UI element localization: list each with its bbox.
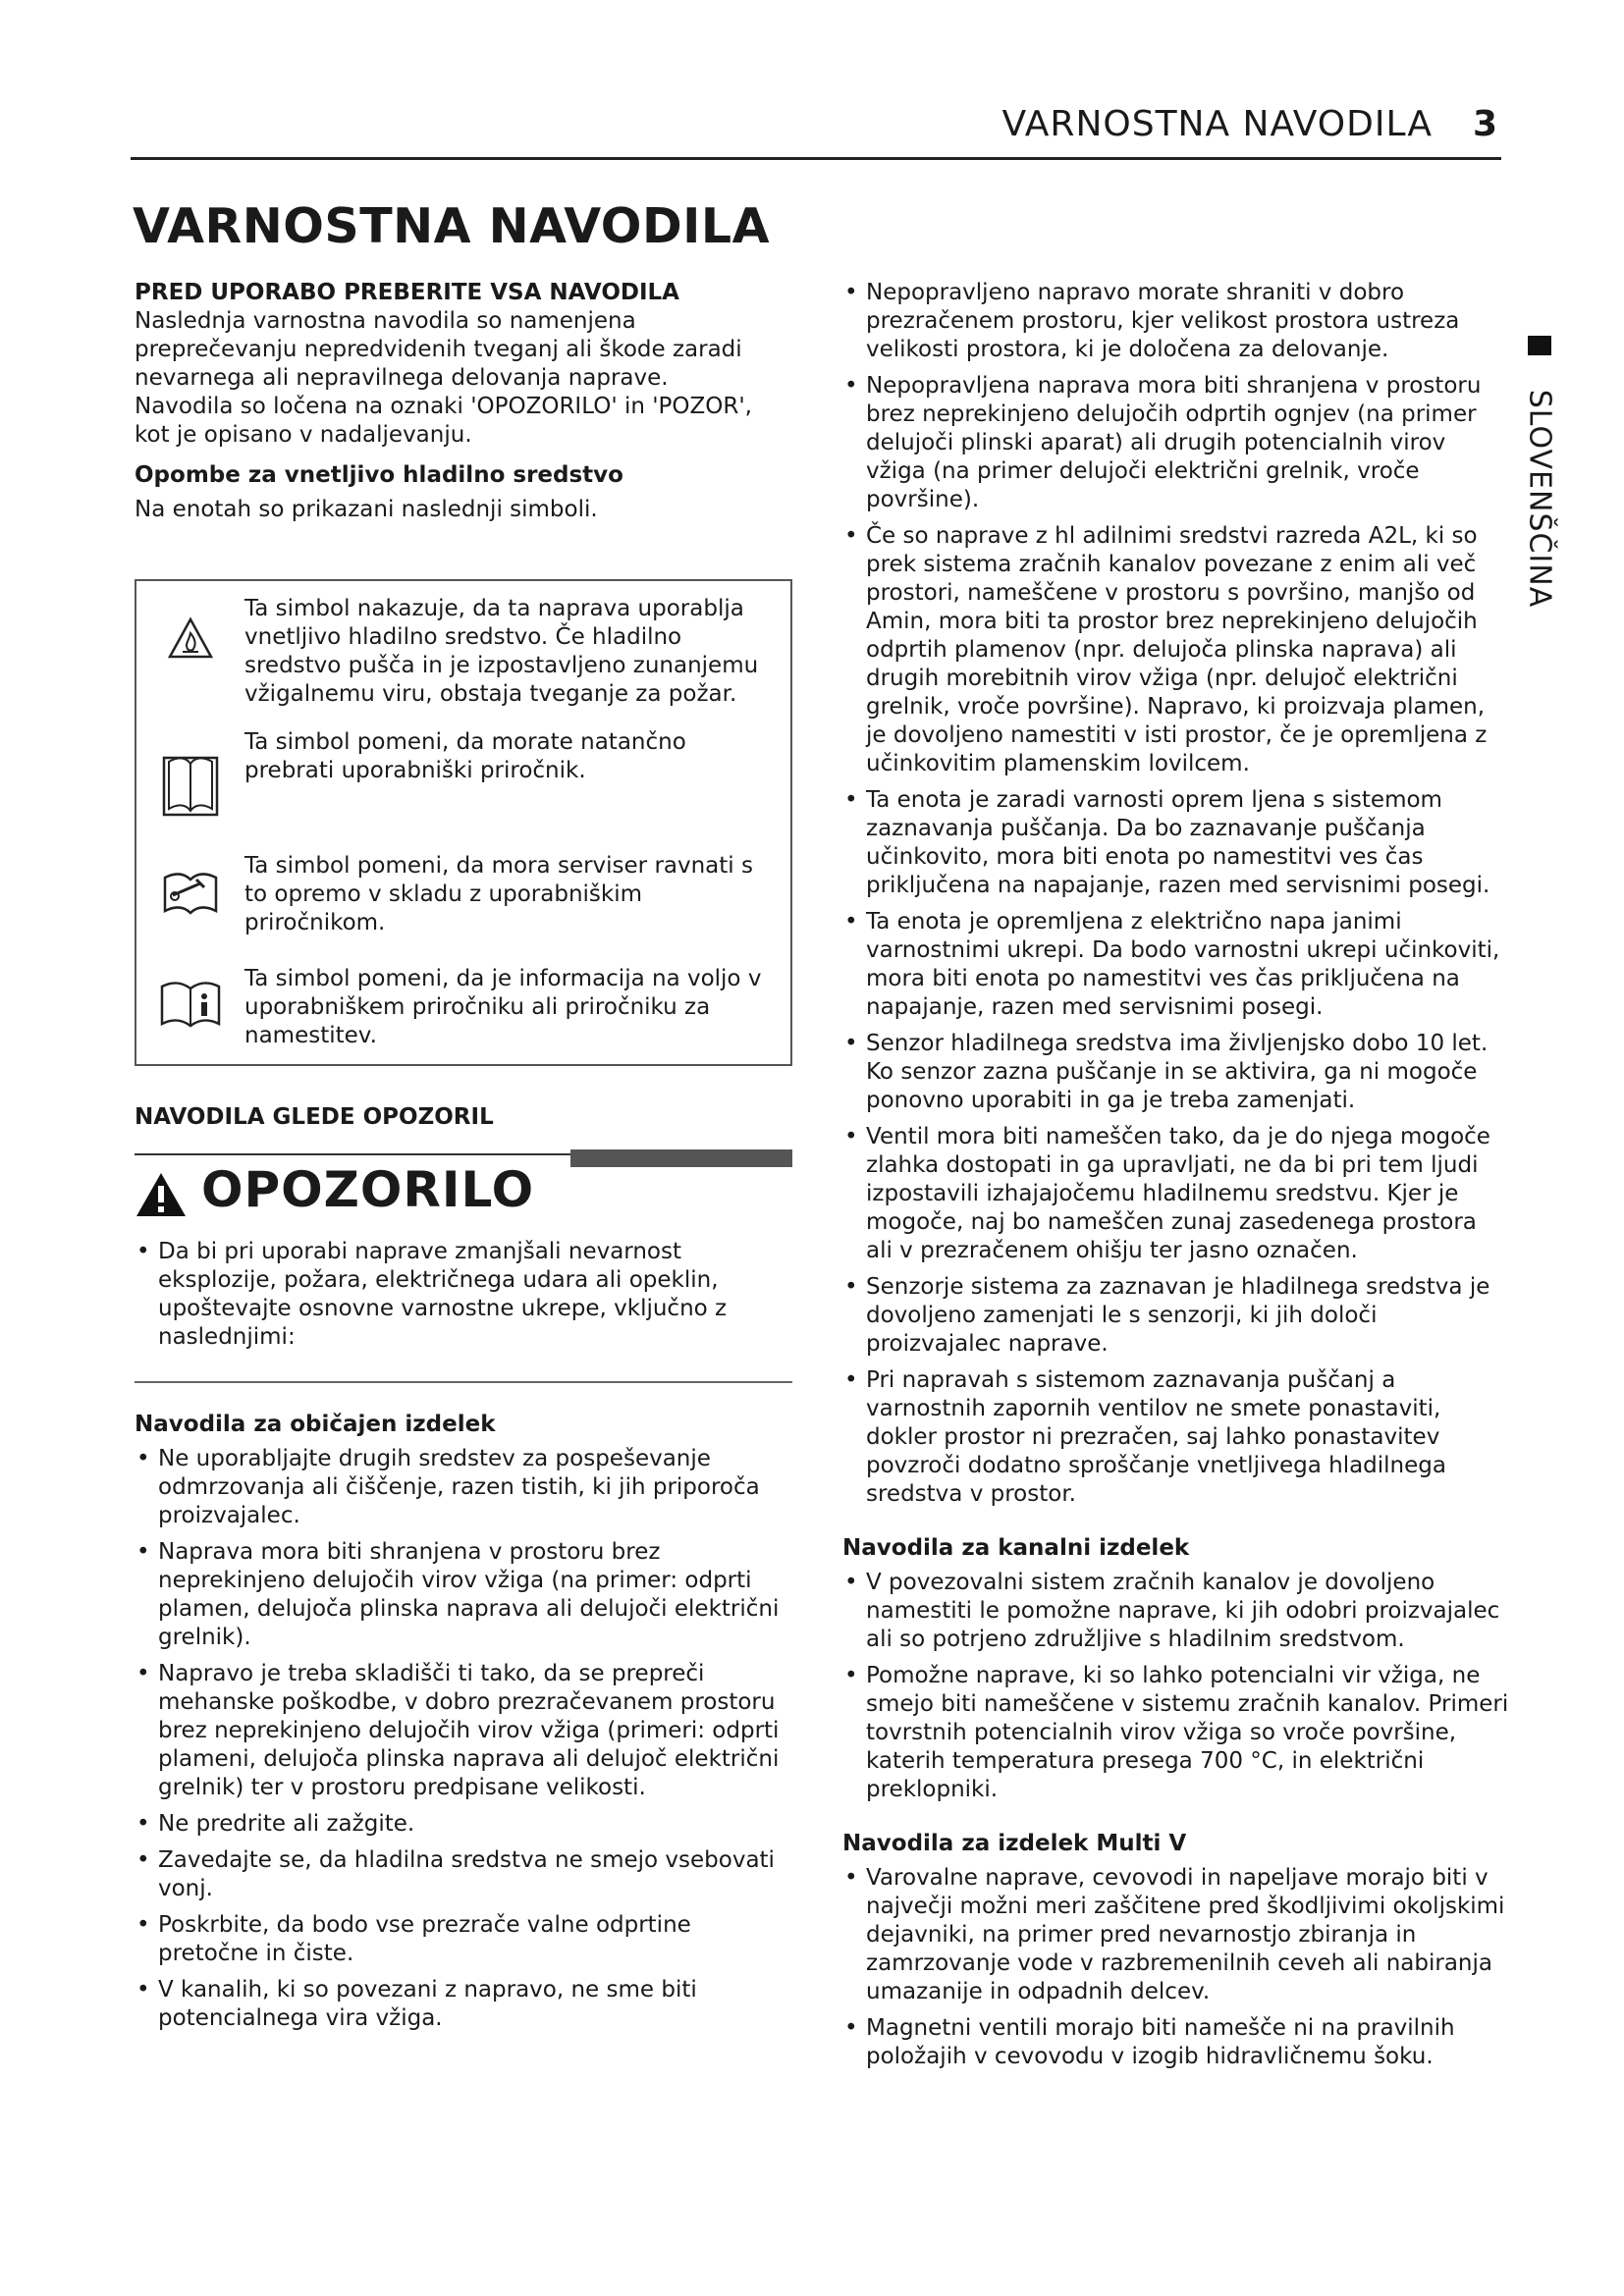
- page-header: [131, 100, 1501, 160]
- list-item: • Ta enota je zaradi varnosti oprem ljena s sistemom zaznavanja puščanja. Da bo zaznavanje puščanja učinkovito, mora biti enota po namestitvi ves čas priključena na napajanje, razen med servisnimi posegi.: [842, 786, 1510, 900]
- list-item: • Senzorje sistema za zaznavan je hladilnega sredstva je dovoljeno zamenjati le s senzorji, ki jih določi proizvajalec naprave.: [842, 1273, 1510, 1359]
- manual-book-icon: [161, 748, 220, 819]
- language-tab-marker: [1528, 336, 1551, 355]
- list-item: • Pomožne naprave, ki so lahko potencialni vir vžiga, ne smejo biti nameščene v sistemu zračnih kanalov. Primeri tovrstnih potencialnih virov vžiga so vroče površine, katerih temperatura presega 700 °C, in električni preklopniki.: [842, 1662, 1510, 1804]
- symbol-description: Ta simbol nakazuje, da ta naprava uporablja vnetljivo hladilno sredstvo. Če hladilno sredstvo pušča in je izpostavljeno zunanjemu vžigalnemu viru, obstaja tveganje za požar.: [244, 596, 759, 707]
- pre-use-paragraph-2: Navodila so ločena na oznaki 'OPOZORILO' in 'POZOR', kot je opisano v nadaljevanju.: [135, 394, 752, 448]
- warning-triangle-icon: [135, 1171, 188, 1218]
- list-item: • Da bi pri uporabi naprave zmanjšali nevarnost eksplozije, požara, električnega udara ali opeklin, upoštevajte osnovne varnostne ukrepe, vključno z naslednjimi:: [135, 1238, 792, 1352]
- warnings-section-title: NAVODILA GLEDE OPOZORIL: [135, 1104, 494, 1130]
- symbol-legend-box: [135, 579, 792, 1066]
- list-item: • Ne uporabljajte drugih sredstev za pospeševanje odmrzovanja ali čiščenje, razen tistih, ki jih priporoča proizvajalec.: [135, 1445, 792, 1530]
- duct-product-title: Navodila za kanalni izdelek: [842, 1535, 1190, 1561]
- warning-intro-list: [135, 1238, 792, 1352]
- list-item: • Poskrbite, da bodo vse prezrače valne odprtine pretočne in čiste.: [135, 1911, 792, 1968]
- general-safety-list: [842, 279, 1510, 1509]
- page-number: 3: [1472, 104, 1497, 144]
- warning-label: OPOZORILO: [201, 1160, 535, 1218]
- symbol-row: [136, 595, 790, 709]
- right-column: [842, 279, 1510, 2071]
- pre-use-paragraph-1: Naslednja varnostna navodila so namenjena preprečevanju nepredvidenih tveganj ali škode zaradi nevarnega ali nepravilnega delovanja naprave.: [135, 308, 742, 391]
- page-title: VARNOSTNA NAVODILA: [133, 198, 770, 254]
- symbol-description: Ta simbol pomeni, da je informacija na voljo v uporabniškem priročniku ali priročniku za namestitev.: [244, 966, 762, 1048]
- flammable-warning-icon: [167, 616, 214, 660]
- list-item: • V kanalih, ki so povezani z napravo, ne sme biti potencialnega vira vžiga.: [135, 1976, 792, 2033]
- header-title: VARNOSTNA NAVODILA: [1001, 104, 1433, 144]
- list-item: • Če so naprave z hl adilnimi sredstvi razreda A2L, ki so prek sistema zračnih kanalov povezane z enim ali več prostori, nameščene v prostoru s površino, manjšo od Amin, mora biti ta prostor brez neprekinjeno delujočih odprtih plamenov (npr. delujoča plinska naprava) ali drugih morebitnih virov vžiga (npr. delujoč električni grelnik, vroče površine). Napravo, ki proizvaja plamen, je dovoljeno namestiti v isti prostor, če je opremljena z učinkovitim plamenskim lovilcem.: [842, 522, 1510, 778]
- multiv-product-title: Navodila za izdelek Multi V: [842, 1831, 1187, 1856]
- symbol-description: Ta simbol pomeni, da morate natančno prebrati uporabniški priročnik.: [244, 729, 686, 783]
- warning-banner: [135, 1149, 792, 1228]
- symbol-row: [136, 852, 790, 937]
- list-item: • Varovalne naprave, cevovodi in napeljave morajo biti v največji možni meri zaščitene pred škodljivimi okoljskimi dejavniki, na primer pred nevarnostjo zbiranja in zamrzovanje vode v razbremenilnih ceveh ali nabiranja umazanije in odpadnih delcev.: [842, 1864, 1510, 2006]
- list-item: • Napravo je treba skladišči ti tako, da se prepreči mehanske poškodbe, v dobro prezračevanem prostoru brez neprekinjeno delujočih virov vžiga (primeri: odprti plameni, delujoča plinska naprava ali delujoč električni grelnik) ter v prostoru predpisane velikosti.: [135, 1660, 792, 1802]
- refrigerant-notes-text: Na enotah so prikazani naslednji simboli.: [135, 497, 598, 522]
- list-item: • Zavedajte se, da hladilna sredstva ne smejo vsebovati vonj.: [135, 1846, 792, 1903]
- ordinary-product-title: Navodila za običajen izdelek: [135, 1412, 496, 1437]
- list-item: • Nepopravljena naprava mora biti shranjena v prostoru brez neprekinjeno delujočih odprtih ognjev (na primer delujoči plinski aparat) ali drugih potencialnih virov vžiga (na primer delujoči električni grelnik, vroče površine).: [842, 372, 1510, 514]
- list-item: • Pri napravah s sistemom zaznavanja puščanj a varnostnih zapornih ventilov ne smete ponastaviti, dokler prostor ni prezračen, saj lahko ponastavitev povzroči dodatno sproščanje vnetljivega hladilnega sredstva v prostor.: [842, 1366, 1510, 1509]
- symbol-description: Ta simbol pomeni, da mora serviser ravnati s to opremo v skladu z uporabniškim priročnikom.: [244, 853, 753, 935]
- left-column: [135, 279, 792, 2033]
- list-item: • V povezovalni sistem zračnih kanalov je dovoljeno namestiti le pomožne naprave, ki jih odobri proizvajalec ali so potrjeno združljive s hladilnim sredstvom.: [842, 1569, 1510, 1654]
- list-item: • Ventil mora biti nameščen tako, da je do njega mogoče zlahka dostopati in ga upravljati, ne da bi pri tem ljudi izpostavili izhajajočemu hladilnemu sredstvu. Kjer je mogoče, naj bo nameščen zunaj zasedenega prostora ali v prezračenem ohišju ter jasno označen.: [842, 1123, 1510, 1265]
- symbol-row: [136, 728, 790, 819]
- list-item: • Ta enota je opremljena z električno napa janimi varnostnimi ukrepi. Da bodo varnostni ukrepi učinkoviti, mora biti enota po namestitvi ves čas priključena na napajanje, razen med servisnimi posegi.: [842, 908, 1510, 1022]
- refrigerant-notes-title: Opombe za vnetljivo hladilno sredstvo: [135, 462, 623, 488]
- list-item: • Senzor hladilnega sredstva ima življenjsko dobo 10 let. Ko senzor zazna puščanje in se aktivira, ga ni mogoče ponovno uporabiti in ga je treba zamenjati.: [842, 1030, 1510, 1115]
- ordinary-product-list: [135, 1445, 792, 2033]
- list-item: • Magnetni ventili morajo biti namešče ni na pravilnih položajih v cevovodu v izogib hidravličnemu šoku.: [842, 2014, 1510, 2071]
- language-label: SLOVENŠČINA: [1522, 389, 1557, 608]
- section-divider: [135, 1381, 792, 1383]
- multiv-product-list: [842, 1864, 1510, 2071]
- pre-use-title: PRED UPORABO PREBERITE VSA NAVODILA: [135, 280, 679, 305]
- symbol-row: [136, 965, 790, 1050]
- list-item: • Ne predrite ali zažgite.: [135, 1810, 792, 1839]
- list-item: • Nepopravljeno napravo morate shraniti v dobro prezračenem prostoru, kjer velikost prostora ustreza velikosti prostora, ki je določena za delovanje.: [842, 279, 1510, 364]
- duct-product-list: [842, 1569, 1510, 1804]
- info-book-icon: [159, 979, 222, 1028]
- list-item: • Naprava mora biti shranjena v prostoru brez neprekinjeno delujočih virov vžiga (na primer: odprti plamen, delujoča plinska naprava ali delujoči električni grelnik).: [135, 1538, 792, 1652]
- service-manual-icon: [161, 864, 220, 919]
